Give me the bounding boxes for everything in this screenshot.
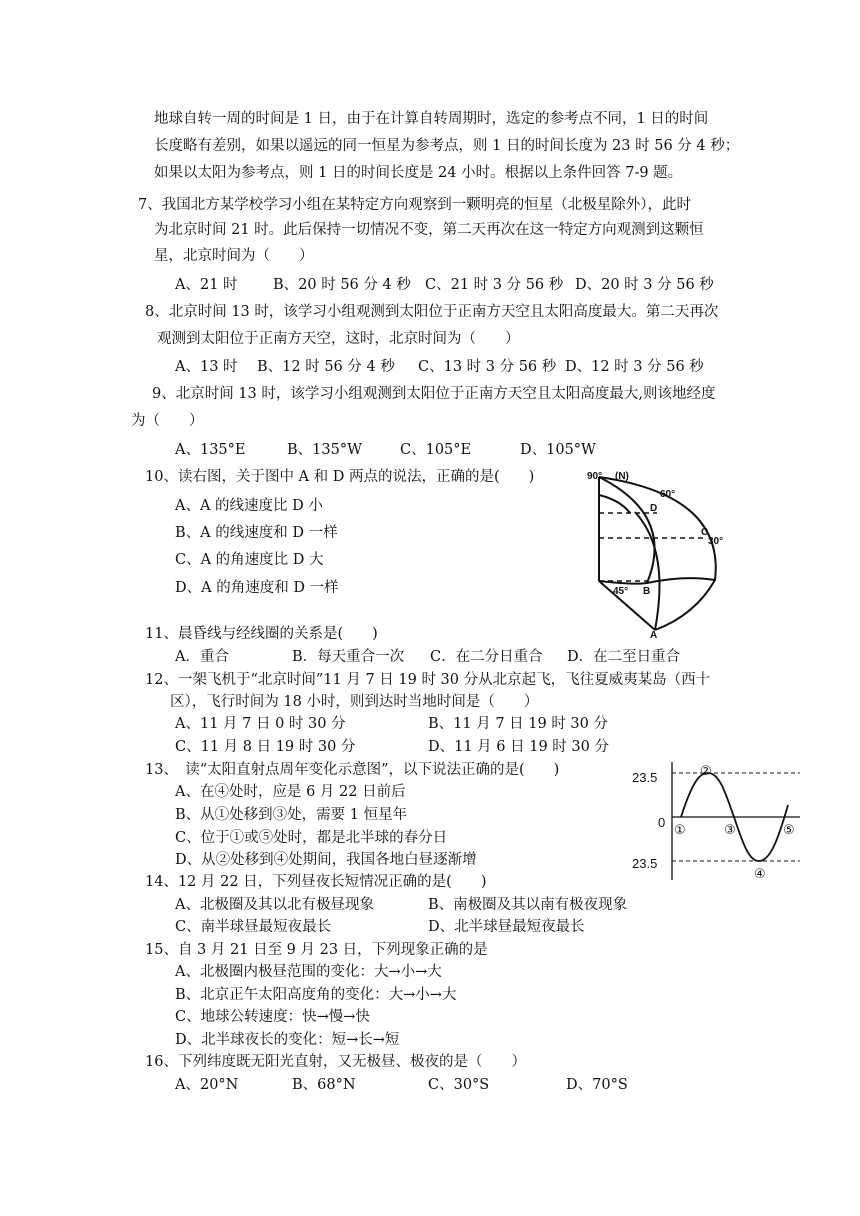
q11-option-d: D．在二至日重合 — [567, 649, 681, 665]
q8-option-d: D、12 时 3 分 56 秒 — [565, 359, 704, 375]
intro-line-2: 长度略有差别，如果以遥远的同一恒星为参考点，则 1 日的时间长度为 23 时 56 分 4 秒； — [154, 138, 740, 154]
q9-stem-line-2: 为（ ） — [131, 413, 204, 429]
q10-stem: 10、读右图，关于图中 A 和 D 两点的说法，正确的是( ) — [145, 469, 535, 485]
q7-option-b: B、20 时 56 分 4 秒 — [273, 277, 411, 293]
label-45: 45° — [613, 586, 629, 597]
q12-option-a: A、11 月 7 日 0 时 30 分 — [175, 716, 346, 732]
point-a-label: A — [650, 630, 658, 640]
q12-option-d: D、11 月 6 日 19 时 30 分 — [428, 739, 609, 755]
q11-stem: 11、晨昏线与经线圈的关系是( ) — [145, 626, 378, 642]
q7-option-d: D、20 时 3 分 56 秒 — [575, 277, 714, 293]
inner-meridian — [599, 477, 658, 583]
q15-option-d: D、北半球夜长的变化：短→长→短 — [175, 1032, 400, 1048]
equator-parallel — [599, 578, 715, 584]
q11-option-c: C．在二分日重合 — [430, 649, 543, 665]
intro-line-1: 地球自转一周的时间是 1 日，由于在计算自转周期时，选定的参考点不同，1 日的时间 — [154, 111, 709, 127]
point-5-label: ⑤ — [783, 822, 795, 837]
q16-option-d: D、70°S — [566, 1077, 628, 1093]
q12-option-b: B、11 月 7 日 19 时 30 分 — [428, 716, 608, 732]
q8-option-a: A、13 时 — [175, 359, 238, 375]
label-90: 90° — [587, 471, 603, 482]
q15-option-b: B、北京正午太阳高度角的变化：大→小→大 — [175, 987, 457, 1003]
q9-option-d: D、105°W — [520, 442, 596, 458]
q13-option-a: A、在④处时，应是 6 月 22 日前后 — [175, 784, 406, 800]
q14-option-b: B、南极圈及其以南有极夜现象 — [428, 897, 628, 913]
q15-stem: 15、自 3 月 21 日至 9 月 23 日，下列现象正确的是 — [145, 942, 488, 958]
point-d-label: D — [650, 503, 658, 514]
q12-stem-line-1: 12、一架飞机于“北京时间”11 月 7 日 19 时 30 分从北京起飞，飞往夏威夷某岛（西十 — [145, 672, 711, 688]
q11-option-a: A．重合 — [175, 649, 229, 665]
q8-stem-line-2: 观测到太阳位于正南方天空，这时，北京时间为（ ） — [157, 331, 520, 347]
q12-option-c: C、11 月 8 日 19 时 30 分 — [175, 739, 356, 755]
q9-option-b: B、135°W — [287, 442, 362, 458]
q12-stem-line-2: 区），飞行时间为 18 小时，则到达时当地时间是（ ） — [170, 694, 539, 710]
q8-option-c: C、13 时 3 分 56 秒 — [418, 359, 557, 375]
q14-option-a: A、北极圈及其以北有极昼现象 — [175, 897, 374, 913]
q13-option-b: B、从①处移到③处，需要 1 恒星年 — [175, 807, 408, 823]
q7-stem-line-3: 星，北京时间为（ ） — [154, 248, 314, 264]
q16-option-c: C、30°S — [428, 1077, 490, 1093]
q10-option-a: A、A 的线速度比 D 小 — [175, 498, 323, 514]
y-label-top: 23.5 — [632, 770, 658, 785]
q15-option-c: C、地球公转速度：快→慢→快 — [175, 1009, 370, 1025]
q9-stem-line-1: 9、北京时间 13 时，该学习小组观测到太阳位于正南方天空且太阳高度最大,则该地经度 — [152, 386, 716, 402]
q10-option-c: C、A 的角速度比 D 大 — [175, 552, 324, 568]
q10-option-d: D、A 的角速度和 D 一样 — [175, 580, 339, 596]
q8-option-b: B、12 时 56 分 4 秒 — [257, 359, 395, 375]
point-4-label: ④ — [754, 866, 766, 881]
point-b-label: B — [643, 586, 651, 597]
q13-option-c: C、位于①或⑤处时，都是北半球的春分日 — [175, 830, 448, 846]
q9-option-c: C、105°E — [400, 442, 472, 458]
q7-stem-line-2: 为北京时间 21 时。此后保持一切情况不变，第二天再次在这一特定方向观测到这颗恒 — [154, 222, 704, 238]
q10-option-b: B、A 的线速度和 D 一样 — [175, 525, 338, 541]
q9-option-a: A、135°E — [175, 442, 246, 458]
q14-stem: 14、12 月 22 日，下列昼夜长短情况正确的是( ) — [145, 874, 487, 890]
q7-stem-line-1: 7、我国北方某学校学习小组在某特定方向观察到一颗明亮的恒星（北极星除外），此时 — [138, 197, 691, 213]
parallel-60-arc — [599, 495, 630, 513]
label-30: 30° — [708, 536, 724, 547]
q7-option-c: C、21 时 3 分 56 秒 — [425, 277, 564, 293]
q16-stem: 16、下列纬度既无阳光直射，又无极昼、极夜的是（ ） — [145, 1054, 526, 1070]
meridian-d-to-a — [635, 512, 660, 630]
q13-option-d: D、从②处移到④处期间，我国各地白昼逐渐增 — [175, 852, 477, 868]
q15-option-a: A、北极圈内极昼范围的变化：大→小→大 — [175, 964, 442, 980]
q11-option-b: B．每天重合一次 — [292, 649, 405, 665]
point-1-label: ① — [674, 822, 686, 837]
q13-stem: 13、 读“太阳直射点周年变化示意图”，以下说法正确的是( ) — [145, 762, 560, 778]
q8-stem-line-1: 8、北京时间 13 时，该学习小组观测到太阳位于正南方天空且太阳高度最大。第二天再次 — [145, 304, 719, 320]
point-c-label: C — [701, 527, 709, 538]
label-north: (N) — [615, 471, 629, 482]
q14-option-c: C、南半球昼最短夜最长 — [175, 919, 332, 935]
q10-earth-sector-figure — [575, 465, 735, 640]
q16-option-b: B、68°N — [292, 1077, 356, 1093]
label-60: 60° — [660, 489, 676, 500]
q7-option-a: A、21 时 — [175, 277, 238, 293]
q14-option-d: D、北半球昼最短夜最长 — [428, 919, 585, 935]
q16-option-a: A、20°N — [175, 1077, 239, 1093]
y-label-bottom: 23.5 — [632, 856, 658, 871]
point-2-label: ② — [700, 763, 712, 778]
point-3-label: ③ — [724, 822, 736, 837]
intro-line-3: 如果以太阳为参考点，则 1 日的时间长度是 24 小时。根据以上条件回答 7-9 题。 — [154, 165, 683, 181]
q13-sun-point-curve-figure — [628, 760, 808, 885]
y-label-zero: 0 — [658, 815, 666, 830]
